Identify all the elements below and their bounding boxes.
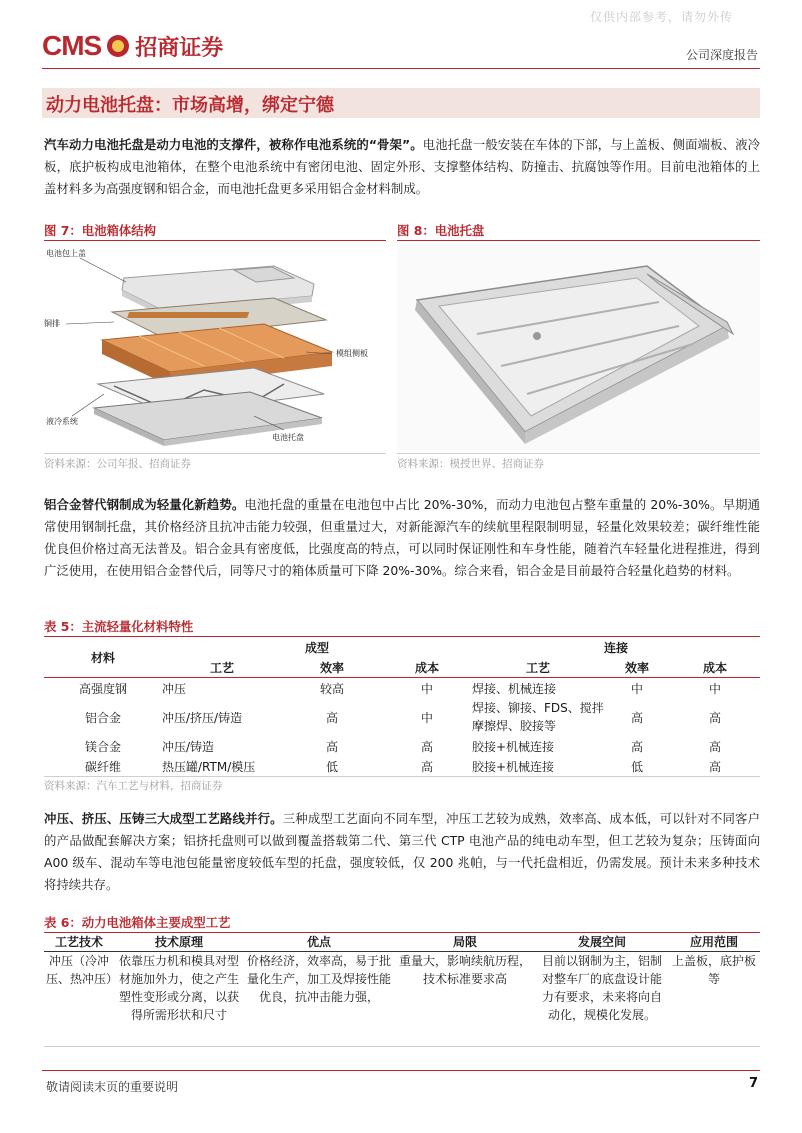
cell-joining-process: 胶接+机械连接 (472, 759, 555, 774)
intro-body: 电池托盘一般安装在车体的下部，与上盖板、侧面端板、液冷板，底护板构成电池箱体，在整个电池系统中有密闭电池、固定外形、支撑整体结构、防撞击、抗腐蚀等作用。目前电池箱体的上盖材料多为高强度钢和铝合金，而电池托盘更多采用铝合金材料制成。 (44, 137, 761, 196)
label-copper-busbar: 铜排 (44, 319, 60, 328)
header-joining-efficiency: 效率 (624, 660, 649, 675)
cell-material: 镁合金 (84, 739, 121, 754)
label-cooling-system: 液冷系统 (46, 417, 78, 426)
cell-joining-efficiency: 高 (630, 710, 643, 725)
cell-forming-cost: 中 (420, 681, 433, 696)
header-limitations: 局限 (452, 935, 477, 949)
figure-7-source-rule (44, 453, 386, 454)
lightweight-paragraph (44, 494, 760, 582)
group-header-forming: 成型 (304, 640, 329, 655)
cell-forming-process: 冲压/铸造 (162, 739, 215, 754)
figure-7-rule (44, 240, 386, 241)
cell-limitations: 重量大，影响续航历程，技术标准要求高 (398, 954, 531, 986)
cell-joining-efficiency: 高 (630, 739, 643, 754)
cell-forming-efficiency: 低 (325, 759, 338, 774)
cell-forming-efficiency: 高 (325, 710, 338, 725)
table-5-source: 资料来源：汽车工艺与材料，招商证券 (44, 780, 223, 792)
cell-forming-cost: 高 (420, 739, 433, 754)
label-battery-tray: 电池托盘 (272, 433, 304, 442)
header-forming-cost: 成本 (414, 660, 439, 675)
cell-forming-efficiency: 较高 (319, 681, 344, 696)
header-forming-efficiency: 效率 (319, 660, 344, 675)
intro-lead: 汽车动力电池托盘是动力电池的支撑件，被称作电池系统的“骨架”。 (44, 137, 423, 152)
header-outlook: 发展空间 (577, 935, 626, 949)
forming-paragraph (44, 808, 760, 896)
forming-body: 三种成型工艺面向不同车型，冲压工艺较为成熟，效率高、成本低，可以针对不同客户的产品做配套解决方案；铝挤托盘则可以做到覆盖搭载第二代、第三代 CTP 电池产品的纯电动车型，但工艺较为复杂；压铸面向 A00 级车、混动车等电池包能量密度较低车型的托盘，强度较低，仅 200 兆帕，与一代托盘相近，仍需发展。预计未来多种技术将持续共存。 (44, 811, 761, 892)
header-principle: 技术原理 (154, 935, 203, 949)
footer-note: 敬请阅读末页的重要说明 (46, 1080, 179, 1094)
cell-forming-efficiency: 高 (325, 739, 338, 754)
cell-application: 上盖板，底护板等 (671, 954, 756, 986)
cell-forming-cost: 高 (420, 759, 433, 774)
cell-forming-process: 热压罐/RTM/模压 (162, 759, 256, 774)
cell-joining-cost: 高 (708, 710, 721, 725)
header-joining-process: 工艺 (525, 660, 550, 675)
figure-8-source: 资料来源：模授世界、招商证券 (397, 458, 544, 470)
logo-text-cn: 招商证券 (135, 34, 224, 61)
page-number: 7 (748, 1076, 758, 1091)
cell-advantages: 价格经济，效率高，易于批量化生产，加工及焊接性能优良，抗冲击能力强， (246, 954, 391, 1004)
intro-paragraph (44, 134, 760, 200)
materials-table (44, 637, 760, 777)
figure-8-rule (397, 240, 760, 241)
header-forming-process: 工艺 (209, 660, 234, 675)
forming-lead: 冲压、挤压、压铸三大成型工艺路线并行。 (44, 811, 283, 826)
battery-box-structure-diagram (44, 244, 386, 450)
company-logo (42, 30, 223, 62)
header-application: 应用范围 (689, 935, 738, 949)
lightweight-lead: 铝合金替代钢制成为轻量化新趋势。 (44, 497, 245, 512)
label-module-side-plate: 模组侧板 (336, 349, 368, 358)
group-header-joining: 连接 (603, 640, 628, 655)
logo-text-en: CMS (42, 30, 102, 61)
table-row (44, 678, 760, 699)
cell-joining-cost: 中 (708, 681, 721, 696)
cell-forming-process: 冲压 (162, 681, 187, 696)
cell-forming-process: 冲压/挤压/铸造 (162, 710, 243, 725)
figure-8-title: 图 8：电池托盘 (397, 223, 485, 238)
report-type: 公司深度报告 (685, 48, 758, 62)
forming-process-table (44, 933, 760, 1047)
section-heading (42, 88, 760, 118)
figure-7-source: 资料来源：公司年报、招商证券 (44, 458, 191, 470)
header-joining-cost: 成本 (702, 660, 727, 675)
confidential-watermark: 仅供内部参考，请勿外传 (590, 10, 734, 24)
table-row (44, 698, 760, 736)
logo-seal-icon (107, 35, 129, 57)
header-material: 材料 (90, 650, 115, 665)
header-process: 工艺技术 (54, 935, 103, 949)
cell-material: 碳纤维 (84, 759, 121, 774)
label-battery-top-cover: 电池包上盖 (46, 249, 86, 258)
table-6-title: 表 6：动力电池箱体主要成型工艺 (44, 915, 231, 930)
cell-joining-efficiency: 中 (630, 681, 643, 696)
table-row (44, 736, 760, 756)
cell-forming-cost: 中 (420, 710, 433, 725)
figure-8-source-rule (397, 453, 760, 454)
cell-joining-process: 胶接+机械连接 (472, 739, 555, 754)
cell-process: 冲压（冷冲压、热冲压） (46, 954, 119, 986)
lightweight-body: 电池托盘的重量在电池包中占比 20%-30%，而动力电池包占整车重量的 20%-30%。早期通常使用钢制托盘，其价格经济且抗冲击能力较强，但重量过大，对新能源汽车的续航里程限制明显，轻量化效果较差；碳纤维性能优良但价格过高无法普及。铝合金具有密度低，比强度高的特点，可以同时保证刚性和车身性能，随着汽车轻量化进程推进，得到广泛使用，在使用铝合金替代后，同等尺寸的箱体质量可下降 20%-30%。综合来看，铝合金是目前最符合轻量化趋势的材料。 (44, 497, 761, 578)
battery-tray-photo (397, 244, 760, 450)
table-row (44, 952, 760, 1047)
table-5-title: 表 5：主流轻量化材料特性 (44, 619, 194, 634)
header-divider (42, 68, 760, 69)
section-title: 动力电池托盘：市场高增，绑定宁德 (46, 95, 334, 116)
cell-joining-cost: 高 (708, 759, 721, 774)
cell-outlook: 目前以钢制为主，铝制对整车厂的底盘设计能力有要求，未来将向自动化，规模化发展。 (541, 954, 662, 1022)
cell-joining-cost: 高 (708, 739, 721, 754)
cell-joining-efficiency: 低 (630, 759, 643, 774)
table-row (44, 756, 760, 777)
cell-joining-process: 焊接、机械连接 (472, 681, 557, 696)
cell-principle: 依靠压力机和模具对型材施加外力，使之产生塑性变形或分离，以获得所需形状和尺寸 (118, 954, 239, 1022)
figure-7-title: 图 7：电池箱体结构 (44, 223, 157, 238)
cell-joining-process: 焊接、铆接、FDS、搅拌摩擦焊、胶接等 (472, 701, 604, 733)
cell-material: 铝合金 (84, 710, 121, 725)
cell-material: 高强度钢 (78, 681, 127, 696)
footer-divider (42, 1070, 760, 1071)
header-advantages: 优点 (306, 935, 331, 949)
